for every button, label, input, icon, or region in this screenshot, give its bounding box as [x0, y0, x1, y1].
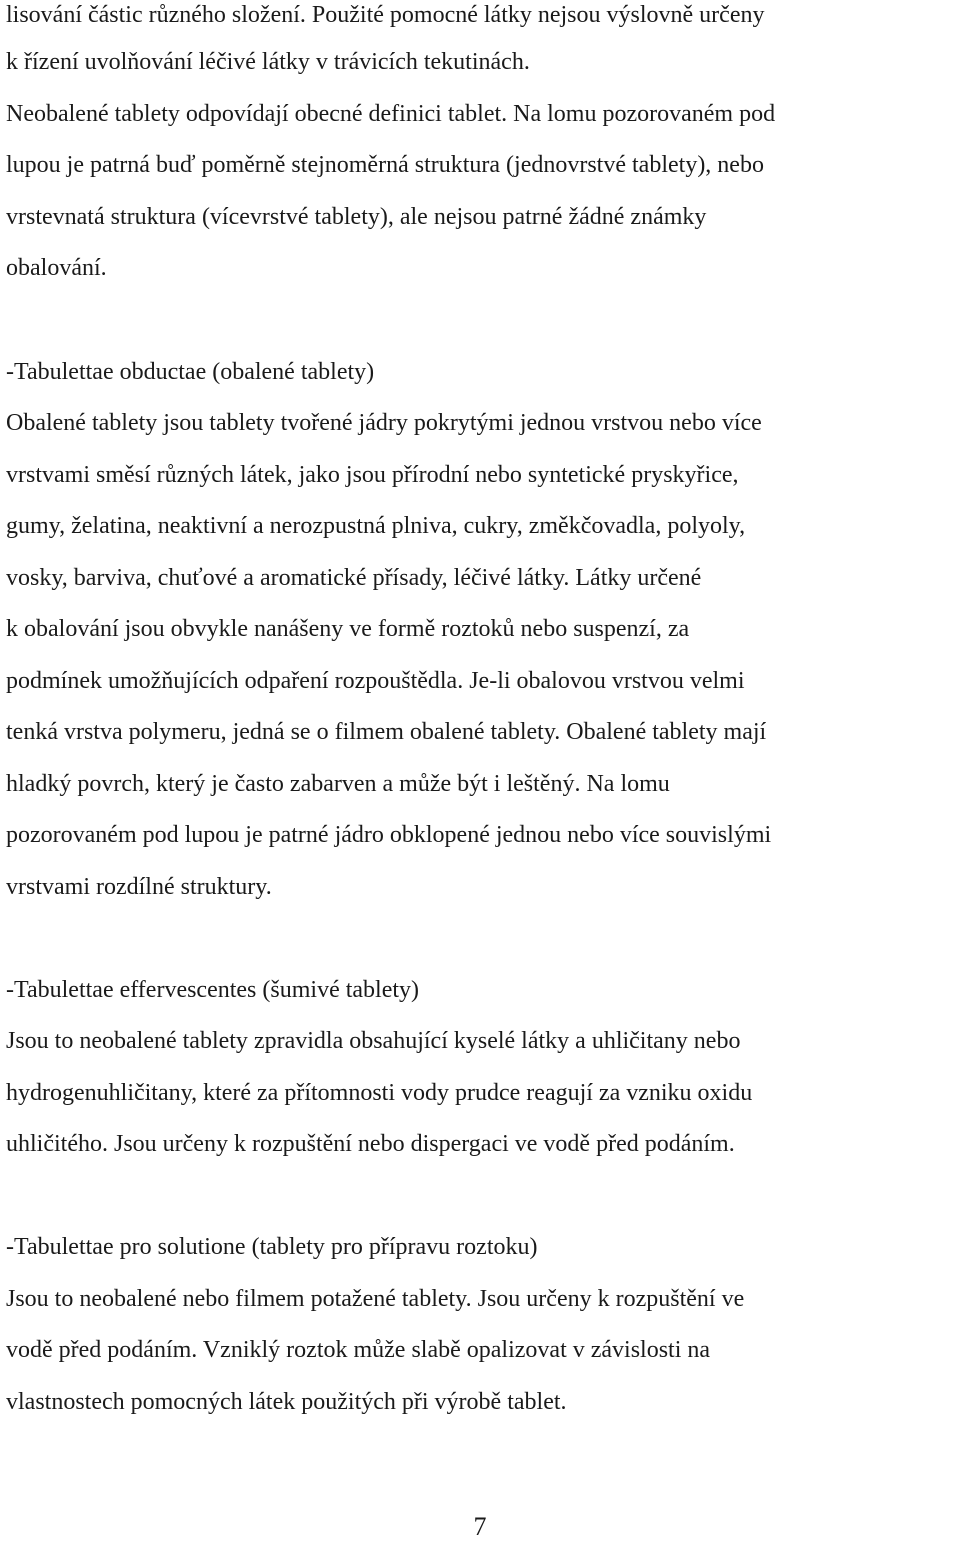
text-line: tenká vrstva polymeru, jedná se o filmem obalené tablety. Obalené tablety mají — [6, 719, 767, 745]
section-heading: -Tabulettae effervescentes (šumivé tablety) — [6, 977, 420, 1003]
text-line: Jsou to neobalené tablety zpravidla obsahující kyselé látky a uhličitany nebo — [6, 1028, 741, 1054]
text-line: k řízení uvolňování léčivé látky v trávicích tekutinách. — [6, 49, 530, 75]
page-number: 7 — [473, 1512, 487, 1541]
text-line: lisování částic různého složení. Použité pomocné látky nejsou výslovně určeny — [6, 2, 765, 28]
text-line: lupou je patrná buď poměrně stejnoměrná struktura (jednovrstvé tablety), nebo — [6, 152, 764, 178]
text-line: podmínek umožňujících odpaření rozpouštědla. Je-li obalovou vrstvou velmi — [6, 668, 745, 694]
text-line: hydrogenuhličitany, které za přítomnosti vody prudce reagují za vzniku oxidu — [6, 1080, 753, 1106]
text-line: Obalené tablety jsou tablety tvořené jádry pokrytými jednou vrstvou nebo více — [6, 410, 762, 436]
text-line: obalování. — [6, 255, 107, 281]
text-line: hladký povrch, který je často zabarven a může být i leštěný. Na lomu — [6, 771, 670, 797]
text-line: k obalování jsou obvykle nanášeny ve formě roztoků nebo suspenzí, za — [6, 616, 690, 642]
text-line: gumy, želatina, neaktivní a nerozpustná plniva, cukry, změkčovadla, polyoly, — [6, 513, 746, 539]
text-line: vrstvami směsí různých látek, jako jsou přírodní nebo syntetické pryskyřice, — [6, 462, 739, 488]
text-line: vodě před podáním. Vzniklý roztok může slabě opalizovat v závislosti na — [6, 1337, 711, 1363]
text-line: Neobalené tablety odpovídají obecné definici tablet. Na lomu pozorovaném pod — [6, 101, 776, 127]
text-line: vrstvami rozdílné struktury. — [6, 874, 272, 900]
text-line: pozorovaném pod lupou je patrné jádro obklopené jednou nebo více souvislými — [6, 822, 772, 848]
text-line: vosky, barviva, chuťové a aromatické přísady, léčivé látky. Látky určené — [6, 565, 702, 591]
text-line: Jsou to neobalené nebo filmem potažené tablety. Jsou určeny k rozpuštění ve — [6, 1286, 745, 1312]
text-line: vrstevnatá struktura (vícevrstvé tablety), ale nejsou patrné žádné známky — [6, 204, 707, 230]
section-heading: -Tabulettae pro solutione (tablety pro přípravu roztoku) — [6, 1234, 538, 1260]
text-line: vlastnostech pomocných látek použitých při výrobě tablet. — [6, 1389, 567, 1415]
text-line: uhličitého. Jsou určeny k rozpuštění nebo dispergaci ve vodě před podáním. — [6, 1131, 735, 1157]
section-heading: -Tabulettae obductae (obalené tablety) — [6, 359, 375, 385]
